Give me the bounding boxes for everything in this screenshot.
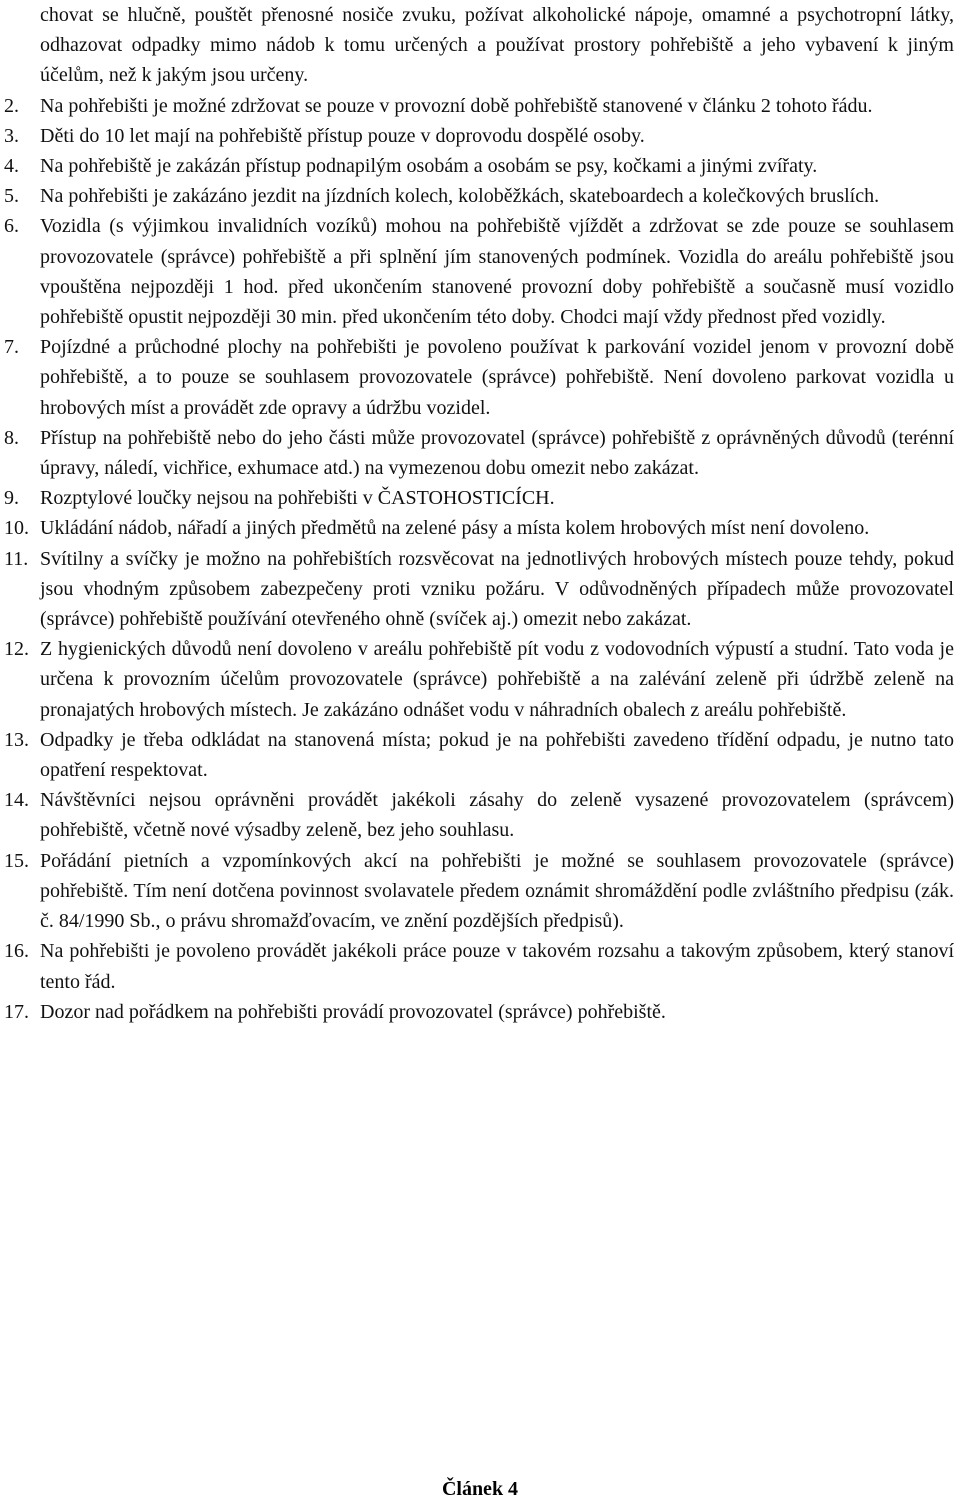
rule-text: Na pohřebišti je povoleno provádět jakékoli práce pouze v takovém rozsahu a takovým způsobem, který stanoví tento řád. bbox=[40, 940, 954, 993]
rule-number: 3. bbox=[4, 124, 19, 147]
rule-item bbox=[4, 332, 954, 423]
rule-text: Pořádání pietních a vzpomínkových akcí na pohřebišti je možné se souhlasem provozovatele (správce) pohřebiště. Tím není dotčena povinnost svolavatele předem oznámit shromáždění podle zvláštního předpisu (zák. č. 84/1990 Sb., o právu shromažďovacím, ve znění pozdějších předpisů). bbox=[40, 849, 954, 933]
rule-text: Na pohřebiště je zakázán přístup podnapilým osobám a osobám se psy, kočkami a jinými zvířaty. bbox=[40, 155, 818, 178]
rule-number: 13. bbox=[4, 728, 29, 751]
rule-item bbox=[4, 423, 954, 483]
rule-item bbox=[4, 725, 954, 785]
rule-text: Děti do 10 let mají na pohřebiště přístup pouze v doprovodu dospělé osoby. bbox=[40, 124, 645, 147]
rule-text: Rozptylové loučky nejsou na pohřebišti v ČASTOHOSTICÍCH. bbox=[40, 487, 555, 510]
rule-number: 16. bbox=[4, 940, 29, 963]
rule-number: 4. bbox=[4, 155, 19, 178]
rule-item bbox=[4, 785, 954, 845]
rule-text: Návštěvníci nejsou oprávněni provádět jakékoli zásahy do zeleně vysazené provozovatelem (správcem) pohřebiště, včetně nové výsadby zeleně, bez jeho souhlasu. bbox=[40, 789, 954, 842]
rule-item bbox=[4, 544, 954, 635]
rule-item bbox=[4, 483, 954, 513]
rule-text: Vozidla (s výjimkou invalidních vozíků) mohou na pohřebiště vjíždět a zdržovat se zde pouze se souhlasem provozovatele (správce) pohřebiště a při splnění jím stanovených podmínek. Vozidla do areálu pohřebiště jsou vpouštěna nejpozději 1 hod. před ukončením stanovené provozní doby pohřebiště a současně musí vozidlo pohřebiště opustit nejpozději 30 min. před ukončením této doby. Chodci mají vždy přednost před vozidly. bbox=[40, 215, 954, 329]
rule-text: Na pohřebišti je zakázáno jezdit na jízdních kolech, koloběžkách, skateboardech a kolečkových bruslích. bbox=[40, 185, 880, 208]
rule-text: Odpadky je třeba odkládat na stanovená místa; pokud je na pohřebišti zavedeno třídění odpadu, je nutno tato opatření respektovat. bbox=[40, 728, 954, 782]
rule-item bbox=[4, 513, 954, 543]
rule-number: 10. bbox=[4, 517, 29, 540]
rule-text: Ukládání nádob, nářadí a jiných předmětů na zelené pásy a místa kolem hrobových míst není dovoleno. bbox=[40, 517, 870, 540]
rule-text: Přístup na pohřebiště nebo do jeho části může provozovatel (správce) pohřebiště z oprávněných důvodů (terénní úpravy, náledí, vichřice, exhumace atd.) na vymezenou dobu omezit nebo zakázat. bbox=[40, 426, 954, 480]
rule-text: Svítilny a svíčky je možno na pohřebištích rozsvěcovat na jednotlivých hrobových místech pouze tehdy, pokud jsou vhodným způsobem zabezpečeny proti vzniku požáru. V odůvodněných případech může provozovatel (správce) pohřebiště používání otevřeného ohně (svíček aj.) omezit nebo zakázat. bbox=[40, 547, 954, 631]
rule-number: 17. bbox=[4, 1000, 29, 1023]
rule-number: 6. bbox=[4, 215, 19, 238]
rule-text: Na pohřebišti je možné zdržovat se pouze v provozní době pohřebiště stanovené v článku 2 tohoto řádu. bbox=[40, 94, 873, 117]
rule-number: 15. bbox=[4, 849, 29, 872]
rules-list bbox=[4, 91, 954, 1027]
rule-item bbox=[4, 846, 954, 937]
rule-item bbox=[4, 936, 954, 996]
rule-number: 12. bbox=[4, 638, 29, 661]
rule-number: 9. bbox=[4, 487, 19, 510]
rule-number: 7. bbox=[4, 336, 19, 359]
rule-item bbox=[4, 997, 954, 1027]
rule-item bbox=[4, 211, 954, 332]
intro-paragraph: chovat se hlučně, pouštět přenosné nosiče zvuku, požívat alkoholické nápoje, omamné a psychotropní látky, odhazovat odpadky mimo nádob k tomu určených a používat prostory pohřebiště a jeho vybavení k jiným účelům, než k jakým jsou určeny. bbox=[40, 4, 954, 87]
rule-item bbox=[4, 121, 954, 151]
rule-text: Dozor nad pořádkem na pohřebišti provádí provozovatel (správce) pohřebiště. bbox=[40, 1000, 666, 1023]
rule-item bbox=[4, 181, 954, 211]
rule-item bbox=[4, 634, 954, 725]
rule-text: Z hygienických důvodů není dovoleno v areálu pohřebiště pít vodu z vodovodních výpustí a studní. Tato voda je určena k provozním účelům provozovatele (správce) pohřebiště a na zalévání zeleně při údržbě zeleně na pronajatých hrobových místech. Je zakázáno odnášet vodu v náhradních obalech z areálu pohřebiště. bbox=[40, 638, 954, 721]
rule-number: 11. bbox=[4, 547, 29, 570]
rule-number: 8. bbox=[4, 426, 19, 449]
rule-item bbox=[4, 151, 954, 181]
rule-text: Pojízdné a průchodné plochy na pohřebišti je povoleno používat k parkování vozidel jenom v provozní době pohřebiště, a to pouze se souhlasem provozovatele (správce) pohřebiště. Není dovoleno parkovat vozidla u hrobových míst a provádět zde opravy a údržbu vozidel. bbox=[40, 336, 954, 419]
rule-number: 2. bbox=[4, 94, 19, 117]
rule-number: 14. bbox=[4, 789, 29, 812]
rule-item bbox=[4, 91, 954, 121]
rule-number: 5. bbox=[4, 185, 19, 208]
article-heading: Článek 4 bbox=[441, 1478, 519, 1500]
